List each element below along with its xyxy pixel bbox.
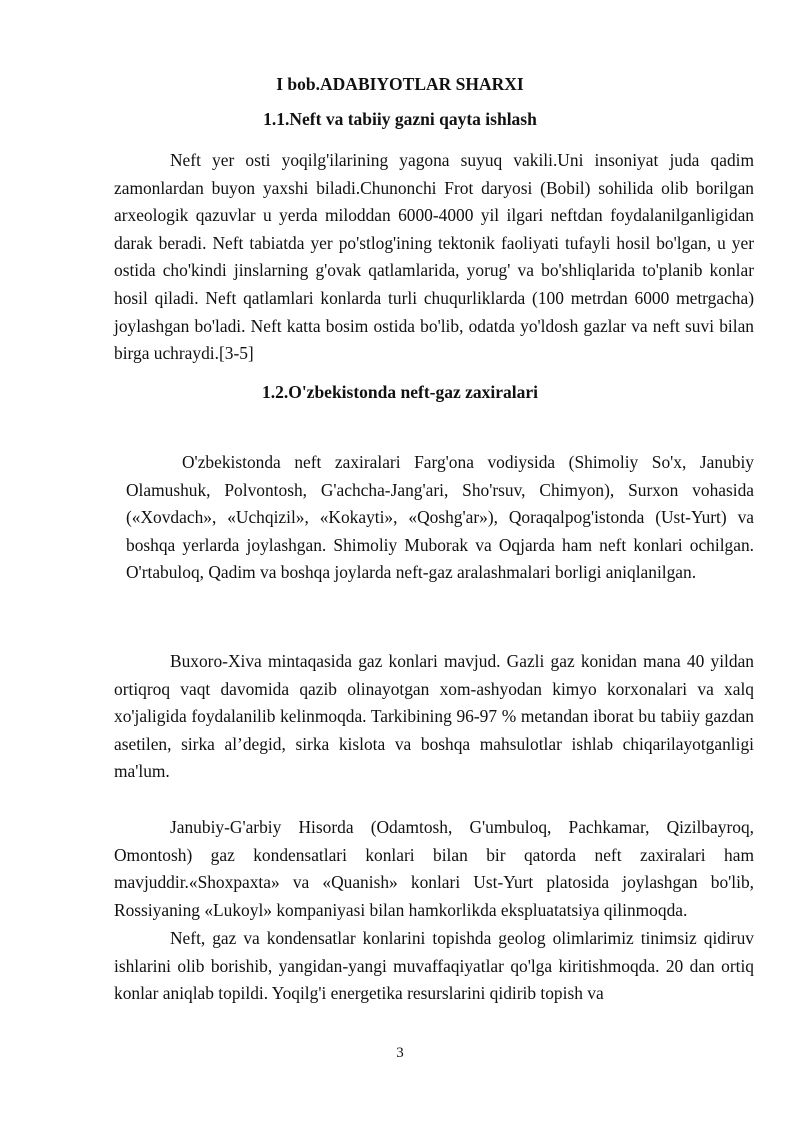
section-title: 1.2.O'zbekistonda neft-gaz zaxiralari <box>261 382 539 402</box>
page-number: 3 <box>396 1045 404 1061</box>
body-paragraph: Neft yer osti yoqilg'ilarining yagona suyuq vakili.Uni insoniyat juda qadim zamonlardan buyon yaxshi biladi.Chunonchi Frot daryosi (Bobil) sohilida olib borilgan arxeologik qazuvlar u yerda miloddan 6000-4000 yil ilgari neftdan foydalanilganligidan darak beradi. Neft tabiatda yer po'stlog'ining tektonik faoliyati tufayli hosil bo'lgan, u yer ostida cho'kindi jinslarning g'ovak qatlamlarida, yorug' va bo'shliqlarida to'planib konlar hosil qiladi. Neft qatlamlari konlarda turli chuqurliklarda (100 metrdan 6000 metrgacha) joylashgan bo'ladi. Neft katta bosim ostida bo'lib, odatda yo'ldosh gazlar va neft suvi bilan birga uchraydi.[3-5] <box>114 150 754 364</box>
body-paragraph: Janubiy-G'arbiy Hisorda (Odamtosh, G'umbuloq, Pachkamar, Qizilbayroq, Omontosh) gaz kondensatlari konlari bilan bir qatorda neft zaxiralari ham mavjuddir.«Shoxpaxta» va «Quanish» konlari Ust-Yurt platosida joylashgan bo'lib, Rossiyaning «Lukoyl» kompaniyasi bilan hamkorlikda ekspluatatsiya qilinmoqda. <box>114 817 754 920</box>
chapter-title: I bob.ADABIYOTLAR SHARXI <box>276 74 524 94</box>
body-paragraph: Buxoro-Xiva mintaqasida gaz konlari mavjud. Gazli gaz konidan mana 40 yildan ortiqroq vaqt davomida qazib olinayotgan xom-ashyodan kimyo korxonalari va xalq xo'jaligida foydalanilib kelinmoqda. Tarkibining 96-97 % metandan iborat bu tabiiy gazdan asetilen, sirka al’degid, sirka kislota va boshqa mahsulotlar ishlab chiqarilayotganligi ma'lum. <box>114 651 754 782</box>
section-title: 1.1.Neft va tabiiy gazni qayta ishlash <box>263 109 537 129</box>
body-paragraph: Neft, gaz va kondensatlar konlarini topishda geolog olimlarimiz tinimsiz qidiruv ishlarini olib borishib, yangidan-yangi muvaffaqiyatlar qo'lga kiritishmoqda. 20 dan ortiq konlar aniqlab topildi. Yoqilg'i energetika resurslarini qidirib topish va <box>114 928 754 1004</box>
body-paragraph: O'zbekistonda neft zaxiralari Farg'ona vodiysida (Shimoliy So'x, Janubiy Olamushuk, Polvontosh, G'achcha-Jang'ari, Sho'rsuv, Chimyon), Surxon vohasida («Xovdach», «Uchqizil», «Kokayti», «Qoshg'ar»), Qoraqalpog'istonda (Ust-Yurt) va boshqa yerlarda joylashgan. Shimoliy Muborak va Oqjarda ham neft konlari ochilgan. O'rtabuloq, Qadim va boshqa joylarda neft-gaz aralashmalari borligi aniqlanilgan. <box>126 452 754 583</box>
